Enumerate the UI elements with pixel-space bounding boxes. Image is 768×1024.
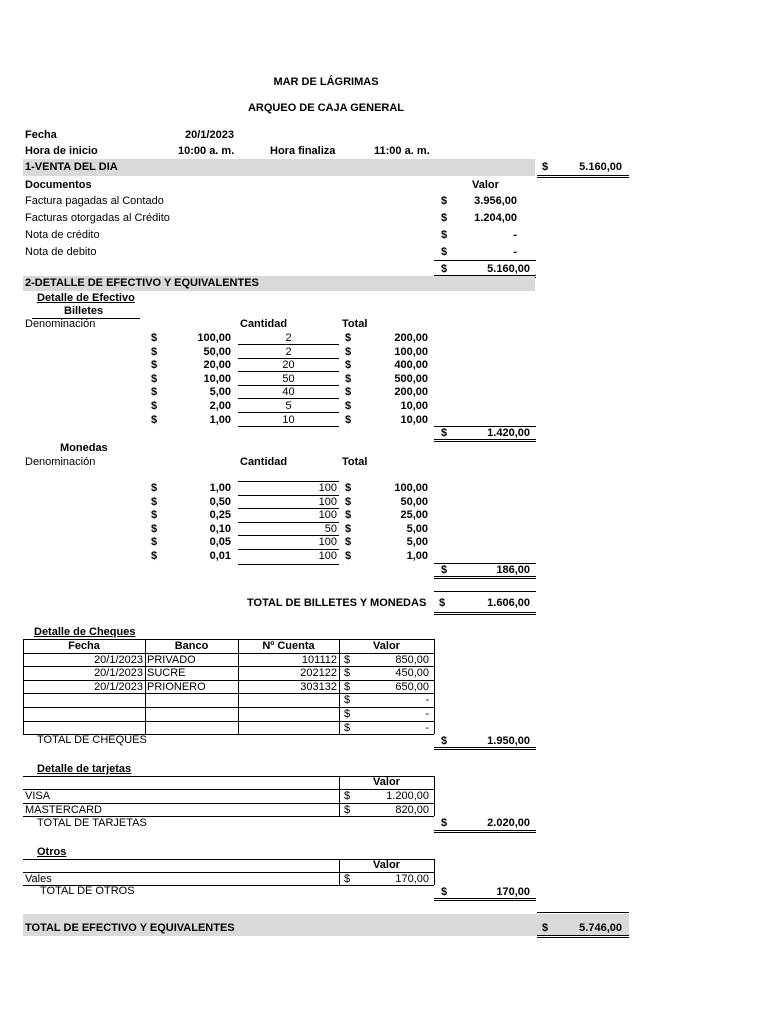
subtotal-line — [434, 591, 536, 592]
currency-symbol: $ — [345, 345, 352, 358]
tarjetas-title: Detalle de tarjetas — [37, 763, 132, 775]
detalle-efectivo-label: Detalle de Efectivo — [37, 292, 135, 304]
double-underline — [537, 937, 629, 938]
otros-total: 170,00 — [496, 886, 530, 898]
currency-symbol: $ — [439, 597, 446, 609]
quantity-value: 50 — [282, 372, 295, 385]
double-underline — [434, 830, 536, 831]
col-header-valor: Valor — [373, 640, 400, 652]
cheque-fecha: 20/1/2023 — [94, 681, 143, 693]
document-label: Facturas otorgadas al Crédito — [25, 212, 170, 224]
cheque-banco: PRIVADO — [147, 654, 196, 666]
currency-symbol: $ — [345, 400, 352, 412]
currency-symbol: $ — [441, 735, 448, 747]
denomination-value: 0,25 — [209, 509, 231, 522]
currency-symbol: $ — [345, 413, 352, 426]
tarjeta-label: MASTERCARD — [25, 803, 103, 816]
otros-valor-header: Valor — [373, 859, 400, 871]
otros-title: Otros — [37, 846, 67, 858]
row-total-value: 10,00 — [400, 413, 428, 426]
currency-symbol: $ — [441, 564, 448, 576]
cheque-valor: 450,00 — [395, 667, 429, 679]
currency-symbol: $ — [151, 522, 158, 535]
currency-symbol: $ — [441, 246, 448, 258]
currency-symbol: $ — [344, 722, 351, 734]
quantity-value: 100 — [318, 536, 337, 549]
currency-symbol: $ — [151, 495, 158, 508]
monedas-denominacion-header: Denominación — [25, 456, 96, 468]
denomination-value: 1,00 — [209, 482, 231, 494]
quantity-underline — [238, 535, 339, 536]
quantity-value: 5 — [285, 400, 292, 412]
document-value: 1.204,00 — [474, 212, 517, 224]
currency-symbol: $ — [345, 522, 352, 535]
efectivo-title: 2-DETALLE DE EFECTIVO Y EQUIVALENTES — [25, 277, 259, 289]
subtotal-line — [537, 912, 629, 913]
cheque-banco: SUCRE — [147, 667, 186, 679]
cell-border — [434, 859, 435, 885]
fecha-label: Fecha — [25, 129, 57, 141]
denomination-value: 100,00 — [197, 332, 231, 344]
currency-symbol: $ — [441, 263, 448, 275]
currency-symbol: $ — [344, 708, 351, 720]
currency-symbol: $ — [344, 873, 351, 885]
currency-symbol: $ — [151, 536, 158, 549]
denomination-value: 0,10 — [209, 522, 231, 535]
cheque-fecha: 20/1/2023 — [94, 667, 143, 679]
document-value: 3.956,00 — [474, 195, 517, 207]
venta-total: 5.160,00 — [579, 161, 622, 173]
double-underline — [434, 898, 536, 899]
currency-symbol: $ — [151, 372, 158, 385]
currency-symbol: $ — [345, 509, 352, 522]
venta-subtotal: 5.160,00 — [487, 263, 530, 275]
otro-valor: 170,00 — [395, 873, 429, 885]
quantity-value: 100 — [318, 495, 337, 508]
venta-title: 1-VENTA DEL DIA — [25, 161, 118, 173]
denomination-value: 0,50 — [209, 495, 231, 508]
currency-symbol: $ — [344, 803, 351, 816]
currency-symbol: $ — [344, 654, 351, 666]
row-total-value: 1,00 — [406, 550, 428, 562]
quantity-underline — [238, 522, 339, 523]
grand-total-value: 5.746,00 — [579, 922, 622, 934]
grand-total-label: TOTAL DE EFECTIVO Y EQUIVALENTES — [25, 922, 235, 934]
currency-symbol: $ — [441, 427, 448, 439]
otro-label: Vales — [25, 873, 52, 885]
cheque-valor: - — [425, 694, 429, 706]
row-total-value: 5,00 — [406, 536, 428, 549]
row-total-value: 100,00 — [394, 482, 428, 494]
tarjeta-label: VISA — [25, 790, 51, 802]
document-label: Nota de crédito — [25, 229, 100, 241]
quantity-value: 2 — [285, 332, 292, 344]
currency-symbol: $ — [441, 817, 448, 829]
double-underline — [537, 935, 629, 936]
quantity-value: 50 — [324, 522, 337, 535]
currency-symbol: $ — [344, 790, 351, 802]
cheque-valor: - — [425, 708, 429, 720]
hora-fin-value: 11:00 a. m. — [374, 145, 430, 157]
cheque-cuenta: 202122 — [300, 667, 337, 679]
currency-symbol: $ — [441, 195, 448, 207]
currency-symbol: $ — [344, 681, 351, 693]
row-total-value: 200,00 — [394, 332, 428, 344]
monedas-total-header: Total — [342, 456, 368, 468]
quantity-underline — [238, 508, 339, 509]
double-underline — [434, 747, 536, 748]
double-underline — [434, 576, 536, 577]
cheques-total: 1.950,00 — [487, 735, 530, 747]
currency-symbol: $ — [345, 550, 352, 562]
quantity-value: 10 — [282, 413, 295, 426]
cheque-fecha: 20/1/2023 — [94, 654, 143, 666]
col-header-banco: Banco — [174, 640, 209, 652]
cell-border — [339, 639, 340, 734]
currency-symbol: $ — [345, 482, 352, 494]
currency-symbol: $ — [151, 332, 158, 344]
denomination-value: 0,05 — [209, 536, 231, 549]
cell-border — [434, 639, 435, 734]
subtotal-line — [434, 260, 536, 261]
currency-symbol: $ — [345, 372, 352, 385]
hora-inicio-label: Hora de inicio — [25, 145, 98, 157]
currency-symbol: $ — [151, 359, 158, 372]
billetes-total-header: Total — [342, 318, 368, 330]
quantity-value: 40 — [282, 386, 295, 399]
denomination-value: 1,00 — [209, 413, 231, 426]
denomination-value: 2,00 — [209, 400, 231, 412]
quantity-value: 20 — [282, 359, 295, 372]
row-total-value: 500,00 — [394, 372, 428, 385]
quantity-value: 100 — [318, 509, 337, 522]
cheque-valor: 650,00 — [395, 681, 429, 693]
col-header-cuenta: Nº Cuenta — [262, 640, 315, 652]
currency-symbol: $ — [345, 495, 352, 508]
tarjetas-valor-header: Valor — [373, 776, 400, 788]
quantity-value: 100 — [318, 482, 337, 494]
document-value: - — [513, 246, 517, 258]
currency-symbol: $ — [345, 386, 352, 399]
denomination-value: 50,00 — [203, 345, 231, 358]
tarjetas-total: 2.020,00 — [487, 817, 530, 829]
documentos-label: Documentos — [25, 179, 92, 191]
row-total-value: 10,00 — [400, 400, 428, 412]
document-value: - — [513, 229, 517, 241]
cheque-cuenta: 303132 — [300, 681, 337, 693]
currency-symbol: $ — [151, 550, 158, 562]
denomination-value: 0,01 — [209, 550, 231, 562]
double-underline — [434, 749, 536, 750]
billetes-denominacion-header: Denominación — [25, 318, 96, 330]
quantity-underline — [238, 426, 339, 427]
currency-symbol: $ — [345, 536, 352, 549]
double-underline — [434, 441, 536, 442]
cheques-title: Detalle de Cheques — [34, 626, 136, 638]
double-underline — [434, 900, 536, 901]
double-underline — [434, 612, 536, 613]
row-total-value: 50,00 — [400, 495, 428, 508]
double-underline — [434, 614, 536, 615]
cheque-banco: PRIONERO — [147, 681, 206, 693]
denomination-value: 20,00 — [203, 359, 231, 372]
cheque-valor: 850,00 — [395, 654, 429, 666]
tarjeta-valor: 820,00 — [395, 803, 429, 816]
currency-symbol: $ — [441, 229, 448, 241]
double-underline — [537, 175, 629, 176]
fecha-value: 20/1/2023 — [185, 129, 234, 141]
currency-symbol: $ — [542, 922, 549, 934]
denomination-value: 10,00 — [203, 372, 231, 385]
double-underline — [434, 439, 536, 440]
quantity-value: 100 — [318, 550, 337, 562]
row-total-value: 100,00 — [394, 345, 428, 358]
row-total-value: 25,00 — [400, 509, 428, 522]
currency-symbol: $ — [542, 161, 549, 173]
currency-symbol: $ — [151, 345, 158, 358]
double-underline — [434, 578, 536, 579]
currency-symbol: $ — [151, 400, 158, 412]
currency-symbol: $ — [345, 332, 352, 344]
monedas-subtotal: 186,00 — [496, 564, 530, 576]
cheques-total-label: TOTAL DE CHEQUES — [37, 734, 147, 746]
valor-label: Valor — [472, 179, 499, 191]
currency-symbol: $ — [344, 667, 351, 679]
cheque-cuenta: 101112 — [301, 654, 337, 666]
total-billetes-monedas-label: TOTAL DE BILLETES Y MONEDAS — [247, 597, 427, 609]
report-title: ARQUEO DE CAJA GENERAL — [247, 102, 405, 114]
currency-symbol: $ — [151, 413, 158, 426]
document-label: Factura pagadas al Contado — [25, 195, 164, 207]
double-underline — [434, 832, 536, 833]
billetes-cantidad-header: Cantidad — [240, 318, 288, 330]
quantity-underline — [238, 481, 339, 482]
cell-border — [238, 639, 239, 734]
currency-symbol: $ — [441, 212, 448, 224]
tarjeta-valor: 1.200,00 — [386, 790, 429, 802]
quantity-value: 2 — [285, 345, 292, 358]
cell-border — [145, 639, 146, 734]
tarjetas-total-label: TOTAL DE TARJETAS — [37, 817, 147, 829]
quantity-underline — [238, 549, 339, 550]
currency-symbol: $ — [151, 386, 158, 399]
hora-fin-label: Hora finaliza — [270, 145, 336, 157]
quantity-underline — [238, 495, 339, 496]
row-total-value: 400,00 — [394, 359, 428, 372]
document-label: Nota de debito — [25, 246, 97, 258]
otros-total-label: TOTAL DE OTROS — [40, 885, 135, 897]
billetes-label: Billetes — [64, 305, 104, 317]
cheque-valor: - — [425, 722, 429, 734]
col-header-fecha: Fecha — [68, 640, 100, 652]
billetes-subtotal: 1.420,00 — [487, 427, 530, 439]
total-billetes-monedas: 1.606,00 — [487, 597, 530, 609]
quantity-underline — [238, 564, 339, 565]
monedas-cantidad-header: Cantidad — [240, 456, 288, 468]
row-total-value: 200,00 — [394, 386, 428, 399]
currency-symbol: $ — [151, 509, 158, 522]
hora-inicio-value: 10:00 a. m. — [178, 145, 235, 157]
company-name: MAR DE LÁGRIMAS — [273, 76, 379, 88]
row-total-value: 5,00 — [406, 522, 428, 535]
cell-border — [23, 639, 24, 734]
currency-symbol: $ — [345, 359, 352, 372]
monedas-label: Monedas — [60, 442, 108, 454]
currency-symbol: $ — [151, 482, 158, 494]
currency-symbol: $ — [344, 694, 351, 706]
double-underline — [537, 177, 629, 178]
currency-symbol: $ — [441, 886, 448, 898]
denomination-value: 5,00 — [209, 386, 231, 399]
cell-border — [434, 776, 435, 816]
